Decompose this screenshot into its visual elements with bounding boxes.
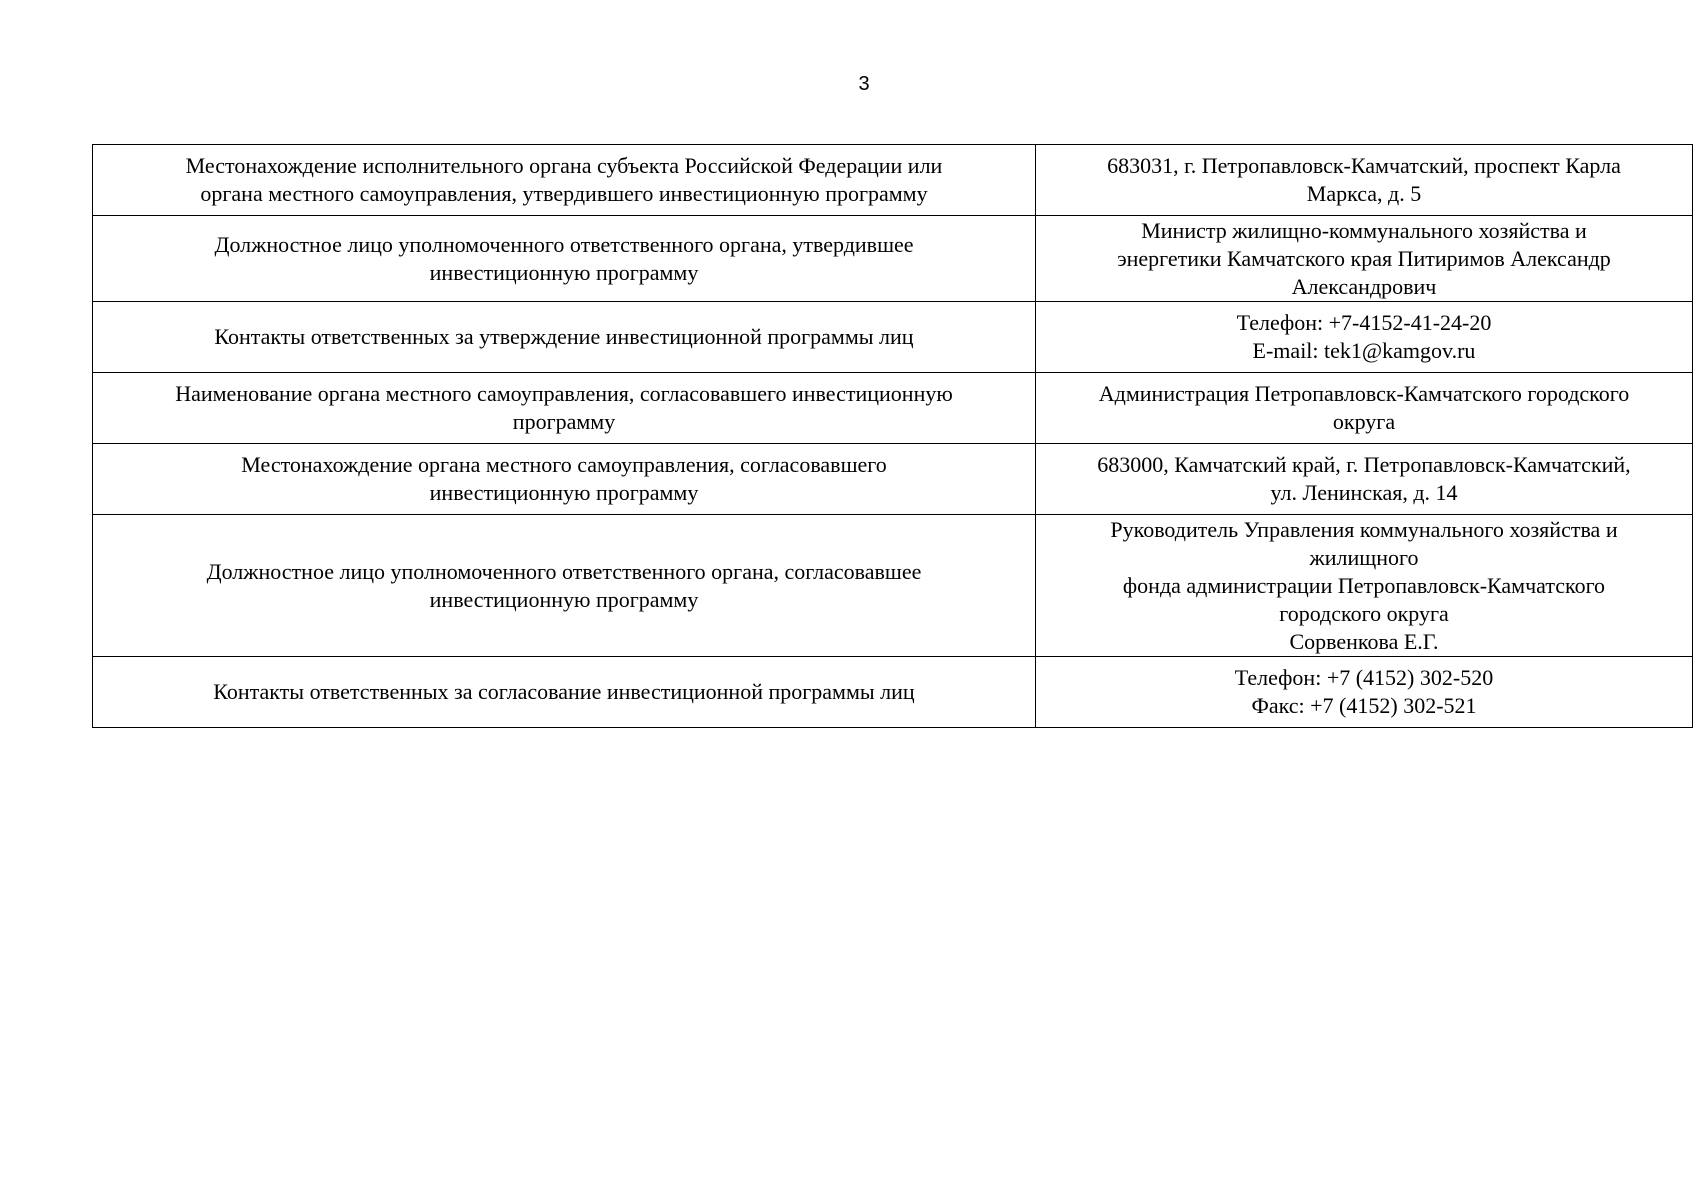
label-line: инвестиционную программу [429,586,699,612]
table-row [93,302,1693,373]
value-line: Администрация Петропавловск-Камчатского городского [1098,381,1630,406]
row-label-cell [93,444,1036,515]
table-row [93,657,1693,728]
row-label-cell [93,373,1036,444]
value-line: E-mail: tek1@kamgov.ru [1252,338,1476,363]
value-line: Факс: +7 (4152) 302-521 [1251,693,1477,718]
value-line: округа [1332,409,1396,434]
row-value-cell [1036,145,1693,216]
label-line: инвестиционную программу [429,259,699,285]
value-line: энергетики Камчатского края Питиримов Александр [1117,245,1611,271]
table-row [93,444,1693,515]
value-line: Телефон: +7 (4152) 302-520 [1234,665,1494,690]
value-line: Сорвенкова Е.Г. [1289,628,1439,654]
label-line: программу [512,409,616,434]
value-line: Руководитель Управления коммунального хозяйства и [1110,516,1618,542]
label-line: Контакты ответственных за утверждение инвестиционной программы лиц [214,324,914,349]
value-line: жилищного [1309,544,1419,570]
value-line: 683000, Камчатский край, г. Петропавловск-Камчатский, [1097,452,1631,477]
row-value-cell [1036,216,1693,302]
row-value-cell [1036,302,1693,373]
value-line: 683031, г. Петропавловск-Камчатский, проспект Карла [1107,153,1621,178]
table-row [93,145,1693,216]
value-line: Маркса, д. 5 [1306,181,1422,206]
table-row [93,373,1693,444]
row-label-cell [93,302,1036,373]
label-line: Местонахождение органа местного самоуправления, согласовавшего [241,452,887,477]
row-value-cell [1036,657,1693,728]
label-line: инвестиционную программу [429,480,699,505]
label-line: Должностное лицо уполномоченного ответственного органа, утвердившее [214,231,914,257]
value-line: Министр жилищно-коммунального хозяйства и [1141,217,1587,243]
label-line: Наименование органа местного самоуправления, согласовавшего инвестиционную [175,381,953,406]
label-line: органа местного самоуправления, утвердившего инвестиционную программу [200,181,928,206]
row-value-cell [1036,515,1693,657]
row-label-cell [93,216,1036,302]
table-row [93,216,1693,302]
investment-program-info-table [92,144,1693,728]
row-label-cell [93,515,1036,657]
row-label-cell [93,145,1036,216]
row-label-cell [93,657,1036,728]
row-value-cell [1036,444,1693,515]
value-line: фонда администрации Петропавловск-Камчатского [1122,572,1606,598]
value-line: Александрович [1291,273,1437,299]
value-line: Телефон: +7-4152-41-24-20 [1236,310,1492,335]
label-line: Местонахождение исполнительного органа субъекта Российской Федерации или [185,153,943,178]
table-row [93,515,1693,657]
value-line: ул. Ленинская, д. 14 [1270,480,1458,505]
label-line: Должностное лицо уполномоченного ответственного органа, согласовавшее [206,558,922,584]
page-number: 3 [858,73,870,95]
label-line: Контакты ответственных за согласование инвестиционной программы лиц [213,679,915,704]
value-line: городского округа [1279,600,1449,626]
row-value-cell [1036,373,1693,444]
